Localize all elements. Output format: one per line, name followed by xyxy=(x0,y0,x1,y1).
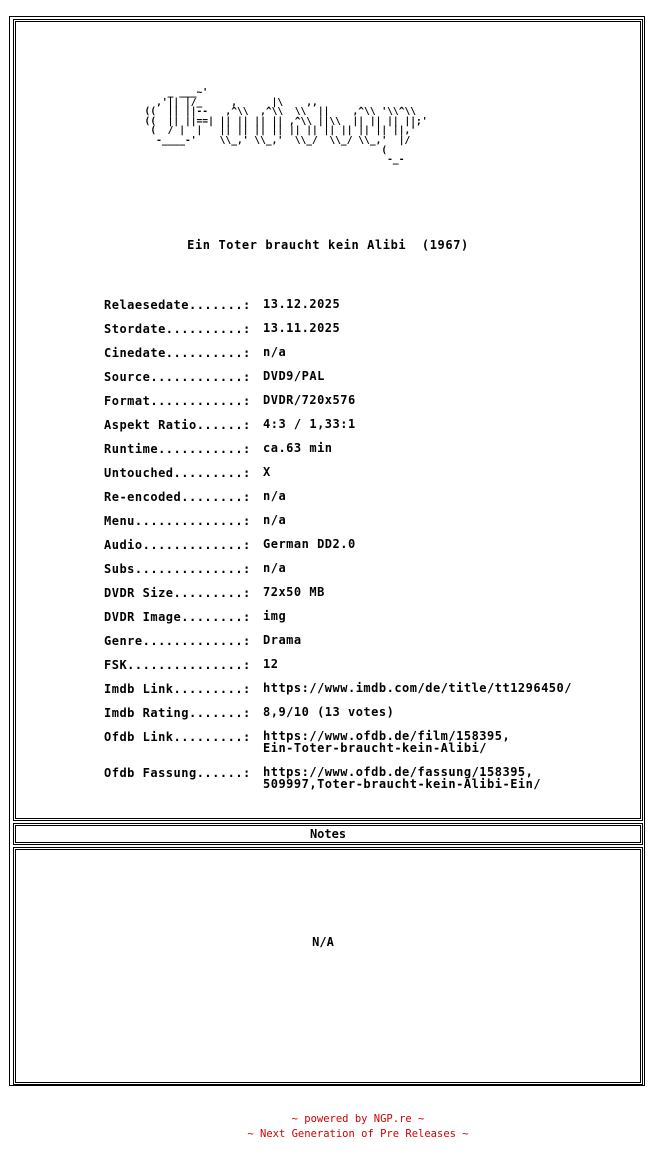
info-value: n/a xyxy=(263,513,287,527)
info-row-stordate xyxy=(104,322,572,346)
notes-panel xyxy=(13,847,643,1085)
notes-body: N/A xyxy=(312,935,334,949)
imdb-link[interactable]: https://www.imdb.com/de/title/tt1296450/ xyxy=(263,681,572,695)
info-label: Menu..............: xyxy=(104,514,251,528)
info-value: 12 xyxy=(263,657,279,671)
info-row-releasedate xyxy=(104,298,572,322)
ofdb-fassung-link[interactable]: https://www.ofdb.de/fassung/158395, 509997,Toter-braucht-kein-Alibi-Ein/ xyxy=(263,765,542,791)
info-row-reencoded xyxy=(104,490,572,514)
info-row-imdb-rating xyxy=(104,706,572,730)
ofdb-link[interactable]: https://www.ofdb.de/film/158395, Ein-Toter-braucht-kein-Alibi/ xyxy=(263,729,511,755)
info-label: Cinedate..........: xyxy=(104,346,251,360)
info-row-format xyxy=(104,394,572,418)
info-value: DVD9/PAL xyxy=(263,369,325,383)
info-row-imdb-link xyxy=(104,682,572,706)
footer-powered-by[interactable]: ~ powered by NGP.re ~ xyxy=(291,1113,425,1125)
info-value: n/a xyxy=(263,345,287,359)
info-value: Drama xyxy=(263,633,302,647)
info-label: Stordate..........: xyxy=(104,322,251,336)
info-label: Aspekt Ratio......: xyxy=(104,418,251,432)
info-row-genre xyxy=(104,634,572,658)
info-label: Imdb Link.........: xyxy=(104,682,251,696)
info-value: 72x50 MB xyxy=(263,585,325,599)
ascii-logo: _ ___~' ,'|| |/_ , |\ ,, (( || ||-- ,^\\ ,^\\ \\ || ,^\\ '\\^\\ (( || ||==| || || || || ,^\\ ||\\ || || || ||;' ( / | | || || || || || || || || || || ||,' -____-' \\_,' \\_,' \\_/ \\_/ \\_,' |/ ( -_- xyxy=(144,87,428,166)
info-value: 8,9/10 (13 votes) xyxy=(263,705,395,719)
release-info-list xyxy=(104,298,572,802)
info-row-source xyxy=(104,370,572,394)
info-label: Untouched.........: xyxy=(104,466,251,480)
info-label: Audio.............: xyxy=(104,538,251,552)
info-label: DVDR Size.........: xyxy=(104,586,251,600)
info-value: DVDR/720x576 xyxy=(263,393,356,407)
info-label: Genre.............: xyxy=(104,634,251,648)
info-label: Format............: xyxy=(104,394,251,408)
notes-title: Notes xyxy=(309,827,347,841)
info-row-ofdb-link xyxy=(104,730,572,766)
info-value: img xyxy=(263,609,287,623)
info-row-menu xyxy=(104,514,572,538)
info-value: German DD2.0 xyxy=(263,537,356,551)
info-label: Runtime...........: xyxy=(104,442,251,456)
info-row-cinedate xyxy=(104,346,572,370)
info-label: Relaesedate.......: xyxy=(104,298,251,312)
info-value: ca.63 min xyxy=(263,441,333,455)
info-row-ofdb-fassung xyxy=(104,766,572,802)
info-row-aspect-ratio xyxy=(104,418,572,442)
info-row-runtime xyxy=(104,442,572,466)
info-label: Re-encoded........: xyxy=(104,490,251,504)
info-label: Ofdb Link.........: xyxy=(104,730,251,744)
info-value: X xyxy=(263,465,271,479)
info-row-dvdr-image xyxy=(104,610,572,634)
info-row-untouched xyxy=(104,466,572,490)
footer-tagline: ~ Next Generation of Pre Releases ~ xyxy=(247,1128,469,1140)
info-value: n/a xyxy=(263,561,287,575)
info-row-fsk xyxy=(104,658,572,682)
info-value: n/a xyxy=(263,489,287,503)
release-title: Ein Toter braucht kein Alibi (1967) xyxy=(187,238,469,252)
info-value: 13.11.2025 xyxy=(263,321,341,335)
info-row-subs xyxy=(104,562,572,586)
info-value: 4:3 / 1,33:1 xyxy=(263,417,356,431)
info-row-dvdr-size xyxy=(104,586,572,610)
info-label: Source............: xyxy=(104,370,251,384)
info-label: Imdb Rating.......: xyxy=(104,706,251,720)
info-value: 13.12.2025 xyxy=(263,297,341,311)
info-label: Ofdb Fassung......: xyxy=(104,766,251,780)
info-row-audio xyxy=(104,538,572,562)
info-label: FSK...............: xyxy=(104,658,251,672)
info-label: DVDR Image........: xyxy=(104,610,251,624)
info-label: Subs..............: xyxy=(104,562,251,576)
